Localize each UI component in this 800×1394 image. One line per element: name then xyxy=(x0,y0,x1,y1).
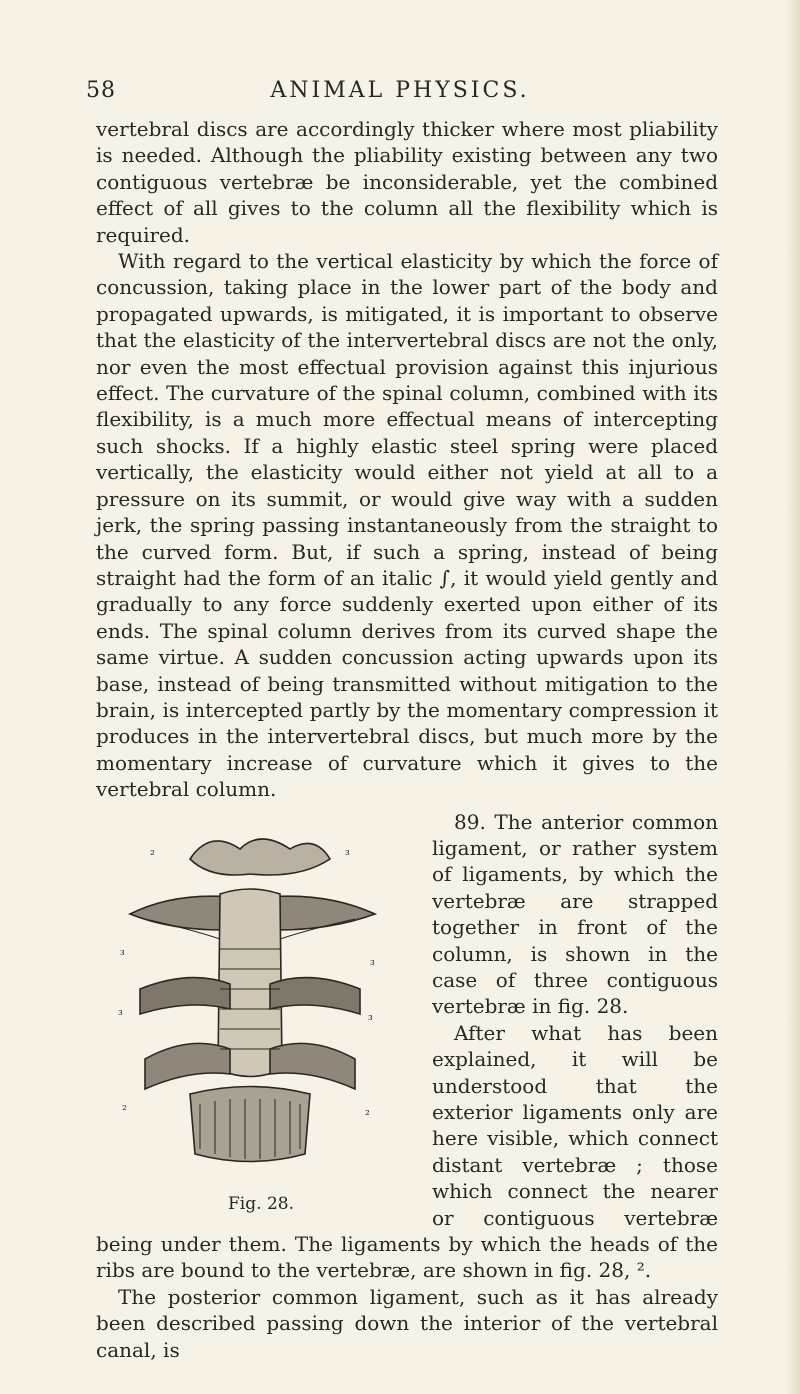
page-number: 58 xyxy=(86,78,116,103)
figure-caption: Fig. 28. xyxy=(228,1193,294,1214)
figure-label-top-right: ³ xyxy=(345,847,350,862)
figure-label-mid-left: ³ xyxy=(120,947,125,962)
figure-label-top-left: ² xyxy=(150,847,155,862)
figure-label-low-left: ³ xyxy=(118,1007,123,1022)
page-header xyxy=(0,78,800,108)
figure-label-mid-right: ³ xyxy=(370,957,375,972)
body-text xyxy=(96,116,718,1363)
paragraph-2: With regard to the vertical elasticity by which the force of concussion, taking place in the lower part of the body and propagated upwards, is mitigated, it is important to observe that the elasticity of the intervertebral discs are not the only, nor even the most effectual provision against this injurious effect. The curvature of the spinal column, combined with its flexibility, is a much more effectual means of intercepting such shocks. If a highly elastic steel spring were placed vertically, the elasticity would either not yield at all to a pressure on its summit, or would give way with a sudden jerk, the spring passing instantaneously from the straight to the curved form. But, if such a spring, instead of being straight had the form of an italic ∫, it would yield gently and gradually to any force suddenly exerted upon either of its ends. The spinal column derives from its curved shape the same virtue. A sudden concussion acting upwards upon its base, instead of being transmitted without mitigation to the brain, is intercepted partly by the momentary compression it produces in the intervertebral discs, but much more by the momentary increase of curvature which it gives to the vertebral column. xyxy=(96,249,718,802)
paragraph-4: After what has been explained, it will be understood that the exterior ligaments only are here visible, which connect distant vertebræ ; those which connect the nearer or contiguous vertebræ being under them. The ligaments by which the heads of the ribs are bound to the vertebræ, are shown in fig. 28, ². xyxy=(96,1020,718,1283)
paragraph-3: 89. The anterior common ligament, or rather system of ligaments, by which the vertebræ are strapped together in front of the column, is shown in the case of three contiguous vertebræ in fig. 28. xyxy=(432,809,718,1019)
figure-label-low-right: ³ xyxy=(368,1012,373,1027)
page-edge-shadow xyxy=(786,0,800,1394)
figure-28 xyxy=(96,809,416,1229)
paragraph-1: vertebral discs are accordingly thicker where most pliability is needed. Although the pliability existing between any two contiguous vertebræ be inconsiderable, yet the combined effect of all gives to the column all the flexibility which is required. xyxy=(96,117,718,247)
figure-label-bottom-right: ² xyxy=(365,1107,370,1122)
paragraph-5: The posterior common ligament, such as it has already been described passing down the interior of the vertebral canal, is xyxy=(96,1284,718,1362)
vertebrae-illustration xyxy=(100,819,400,1189)
figure-label-bottom-left: ² xyxy=(122,1102,127,1117)
running-title: ANIMAL PHYSICS. xyxy=(270,78,530,103)
